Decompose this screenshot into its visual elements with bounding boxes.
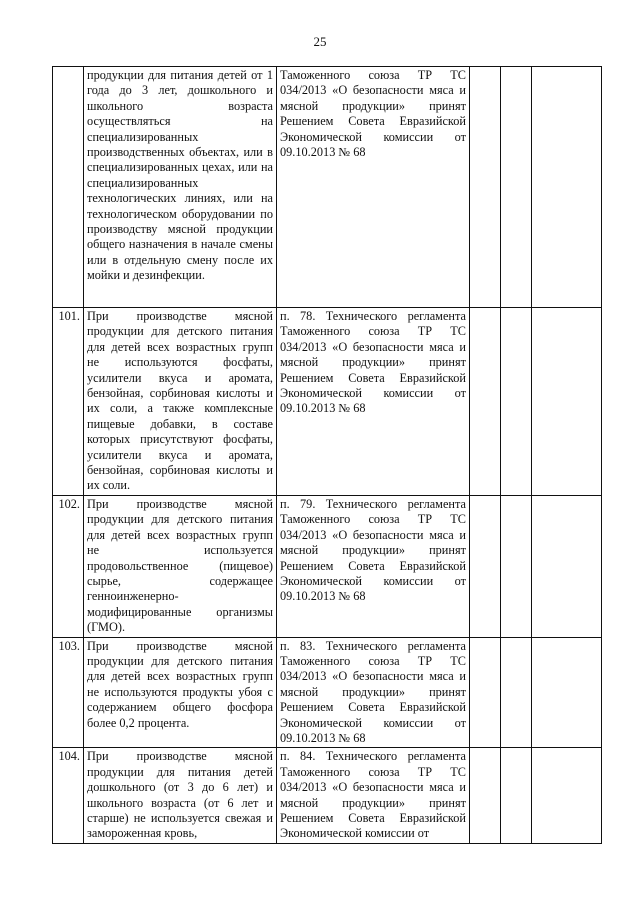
table-row [53,748,602,843]
requirement-cell [84,67,277,308]
empty-cell-1 [470,495,501,637]
requirement-cell [84,308,277,496]
reference-cell [277,67,470,308]
empty-cell-2 [501,637,532,748]
empty-cell-3 [532,67,602,308]
requirement-text: При производстве мясной продукции для детского питания для детей всех возрастных групп не используются фосфаты, усилители вкуса и аромата, бензойная, сорбиновая кислоты и их соли, а также комплексные пищевые добавки, в составе которых присутствуют фосфаты, усилители вкуса и аромата, бензойная, сорбиновая кислоты и их соли. [87,309,273,493]
reference-text: п. 83. Технического регламента Таможенного союза ТР ТС 034/2013 «О безопасности мяса и мясной продукции» принят Решением Совета Евразийской Экономической комиссии от 09.10.2013 № 68 [280,638,466,745]
requirement-text: При производстве мясной продукции для детского питания для детей всех возрастных групп не используется продовольственное (пищевое) сырье, содержащее генноинженерно-модифицированные организмы (ГМО). [87,496,273,635]
empty-cell-3 [532,495,602,637]
empty-cell-3 [532,637,602,748]
empty-cell-2 [501,67,532,308]
empty-cell-1 [470,308,501,496]
reference-cell [277,308,470,496]
reference-text: Таможенного союза ТР ТС 034/2013 «О безопасности мяса и мясной продукции» принят Решением Совета Евразийской Экономической комиссии от 09.10.2013 № 68 [280,68,466,160]
empty-cell-1 [470,67,501,308]
table-row [53,67,602,308]
empty-cell-1 [470,637,501,748]
requirement-text: продукции для питания детей от 1 года до 3 лет, дошкольного и школьного возраста осуществляться на специализированных производственных объектах, или в специализированных цехах, или на специализированных технологических линиях, или на технологическом оборудовании по производству мясной продукции общего назначения в начале смены или в отдельную смену после их мойки и дезинфекции. [87,68,273,283]
table-row [53,495,602,637]
requirement-cell [84,748,277,843]
empty-cell-2 [501,308,532,496]
empty-cell-3 [532,308,602,496]
empty-cell-3 [532,748,602,843]
reference-cell [277,637,470,748]
requirement-cell [84,495,277,637]
row-number: 101. [53,308,84,496]
reference-text: п. 84. Технического регламента Таможенного союза ТР ТС 034/2013 «О безопасности мяса и мясной продукции» принят Решением Совета Евразийской Экономической комиссии от [280,749,466,841]
table-row [53,637,602,748]
row-number [53,67,84,308]
requirement-text: При производстве мясной продукции для детского питания для детей всех возрастных групп не используются продукты убоя с содержанием общего фосфора более 0,2 процента. [87,638,273,730]
requirements-table [52,66,602,844]
row-number: 103. [53,637,84,748]
table-row [53,308,602,496]
reference-cell [277,495,470,637]
reference-cell [277,748,470,843]
reference-text: п. 79. Технического регламента Таможенного союза ТР ТС 034/2013 «О безопасности мяса и мясной продукции» принят Решением Совета Евразийской Экономической комиссии от 09.10.2013 № 68 [280,496,466,604]
requirement-text: При производстве мясной продукции для питания детей дошкольного (от 3 до 6 лет) и школьного возраста (от 6 лет и старше) не используется свежая и замороженная кровь, [87,749,273,841]
requirement-cell [84,637,277,748]
row-number: 104. [53,748,84,843]
empty-cell-2 [501,495,532,637]
reference-text: п. 78. Технического регламента Таможенного союза ТР ТС 034/2013 «О безопасности мяса и мясной продукции» принят Решением Совета Евразийской Экономической комиссии от 09.10.2013 № 68 [280,309,466,416]
empty-cell-1 [470,748,501,843]
row-number: 102. [53,495,84,637]
empty-cell-2 [501,748,532,843]
page-number: 25 [313,34,327,49]
